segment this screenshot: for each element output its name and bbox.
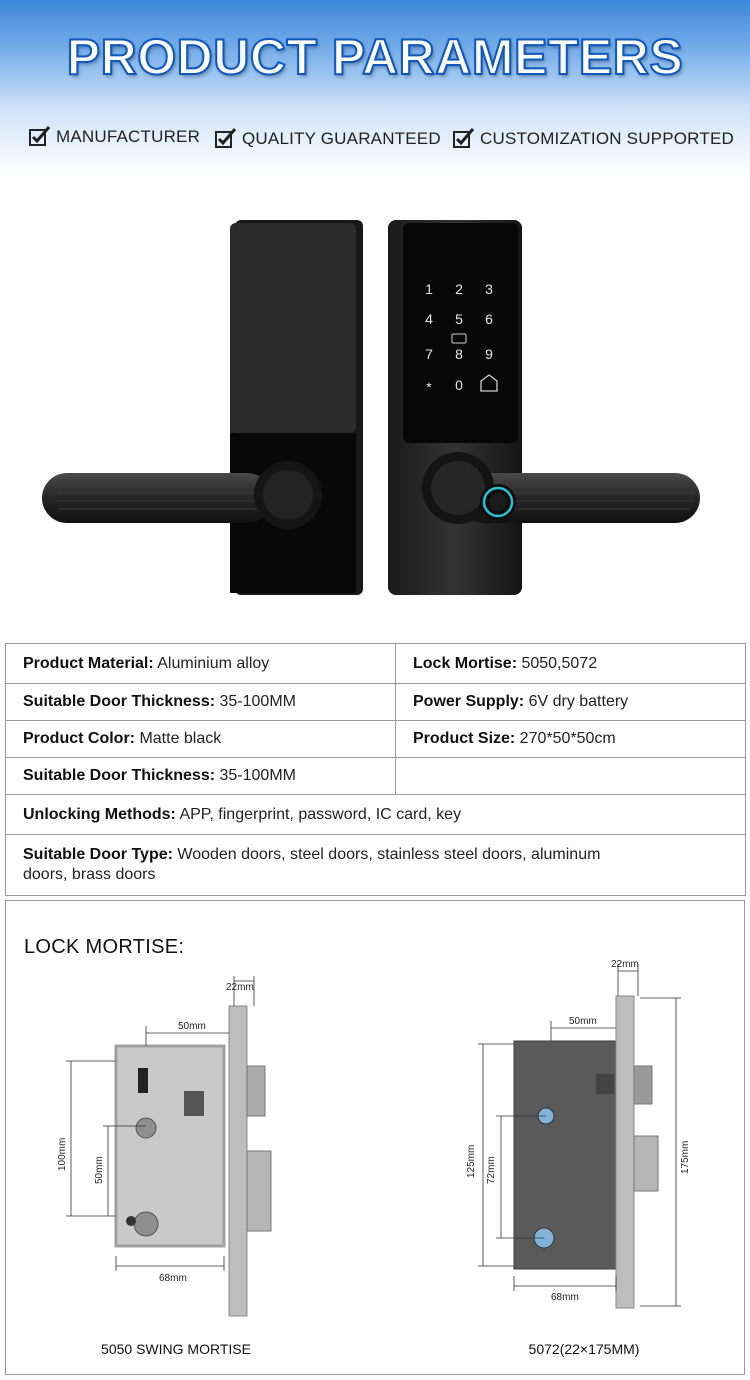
table-row <box>6 835 746 896</box>
table-row <box>6 795 746 835</box>
key-5: 5 <box>455 311 463 327</box>
dim-face-height: 175mm <box>680 1140 691 1174</box>
checkbox-check-icon <box>452 127 476 151</box>
mortise-5050-diagram <box>46 976 286 1331</box>
spec-table <box>5 643 746 896</box>
feature-badges <box>28 125 738 157</box>
dim-bottom: 68mm <box>159 1273 187 1284</box>
spec-empty <box>396 758 746 795</box>
spec-mortise: Lock Mortise: 5050,5072 <box>396 644 746 684</box>
lock-mortise-section <box>5 900 745 1375</box>
spec-color: Product Color: Matte black <box>6 721 396 758</box>
mortise-5072-caption: 5072(22×175MM) <box>528 1341 640 1357</box>
dim-top-width: 22mm <box>226 982 254 993</box>
checkbox-check-icon <box>214 127 238 151</box>
table-row <box>6 721 746 758</box>
badge-label: MANUFACTURER <box>56 127 201 146</box>
badge-label: QUALITY GUARANTEED <box>242 129 441 148</box>
key-9: 9 <box>485 346 493 362</box>
table-row <box>6 644 746 684</box>
key-6: 6 <box>485 311 493 327</box>
spec-unlocking: Unlocking Methods: APP, fingerprint, password, IC card, key <box>6 795 746 835</box>
spec-door-thickness: Suitable Door Thickness: 35-100MM <box>6 684 396 721</box>
spec-power: Power Supply: 6V dry battery <box>396 684 746 721</box>
key-4: 4 <box>425 311 433 327</box>
spec-size: Product Size: 270*50*50cm <box>396 721 746 758</box>
dim-center: 72mm <box>486 1156 497 1184</box>
dim-bottom: 68mm <box>551 1292 579 1303</box>
spec-door-type: Suitable Door Type: Wooden doors, steel doors, stainless steel doors, aluminum doors, brass doors <box>6 835 746 896</box>
dim-left-height: 125mm <box>466 1144 477 1178</box>
dim-top-width: 22mm <box>611 959 639 970</box>
spec-material: Product Material: Aluminium alloy <box>6 644 396 684</box>
key-2: 2 <box>455 281 463 297</box>
badge-customization <box>452 127 734 151</box>
key-1: 1 <box>425 281 433 297</box>
key-star: * <box>426 379 432 395</box>
checkbox-check-icon <box>28 125 52 149</box>
section-title: LOCK MORTISE: <box>24 936 185 958</box>
dim-backset: 50mm <box>178 1021 206 1032</box>
key-7: 7 <box>425 346 433 362</box>
key-0: 0 <box>455 377 463 393</box>
page-title: PRODUCT PARAMETERS <box>66 29 684 85</box>
table-row <box>6 758 746 795</box>
smart-lock-product-image <box>30 205 720 605</box>
dim-center: 50mm <box>94 1156 105 1184</box>
badge-manufacturer <box>28 125 200 149</box>
spec-door-thickness-2: Suitable Door Thickness: 35-100MM <box>6 758 396 795</box>
table-row <box>6 684 746 721</box>
dim-height: 100mm <box>57 1137 68 1171</box>
mortise-5050-caption: 5050 SWING MORTISE <box>101 1341 251 1357</box>
header-banner <box>0 0 750 175</box>
mortise-5072-diagram <box>456 956 706 1321</box>
back-panel <box>42 220 363 595</box>
dim-backset: 50mm <box>569 1016 597 1027</box>
badge-quality <box>214 127 441 151</box>
badge-label: CUSTOMIZATION SUPPORTED <box>480 129 734 148</box>
key-8: 8 <box>455 346 463 362</box>
key-3: 3 <box>485 281 493 297</box>
front-panel <box>388 220 700 595</box>
